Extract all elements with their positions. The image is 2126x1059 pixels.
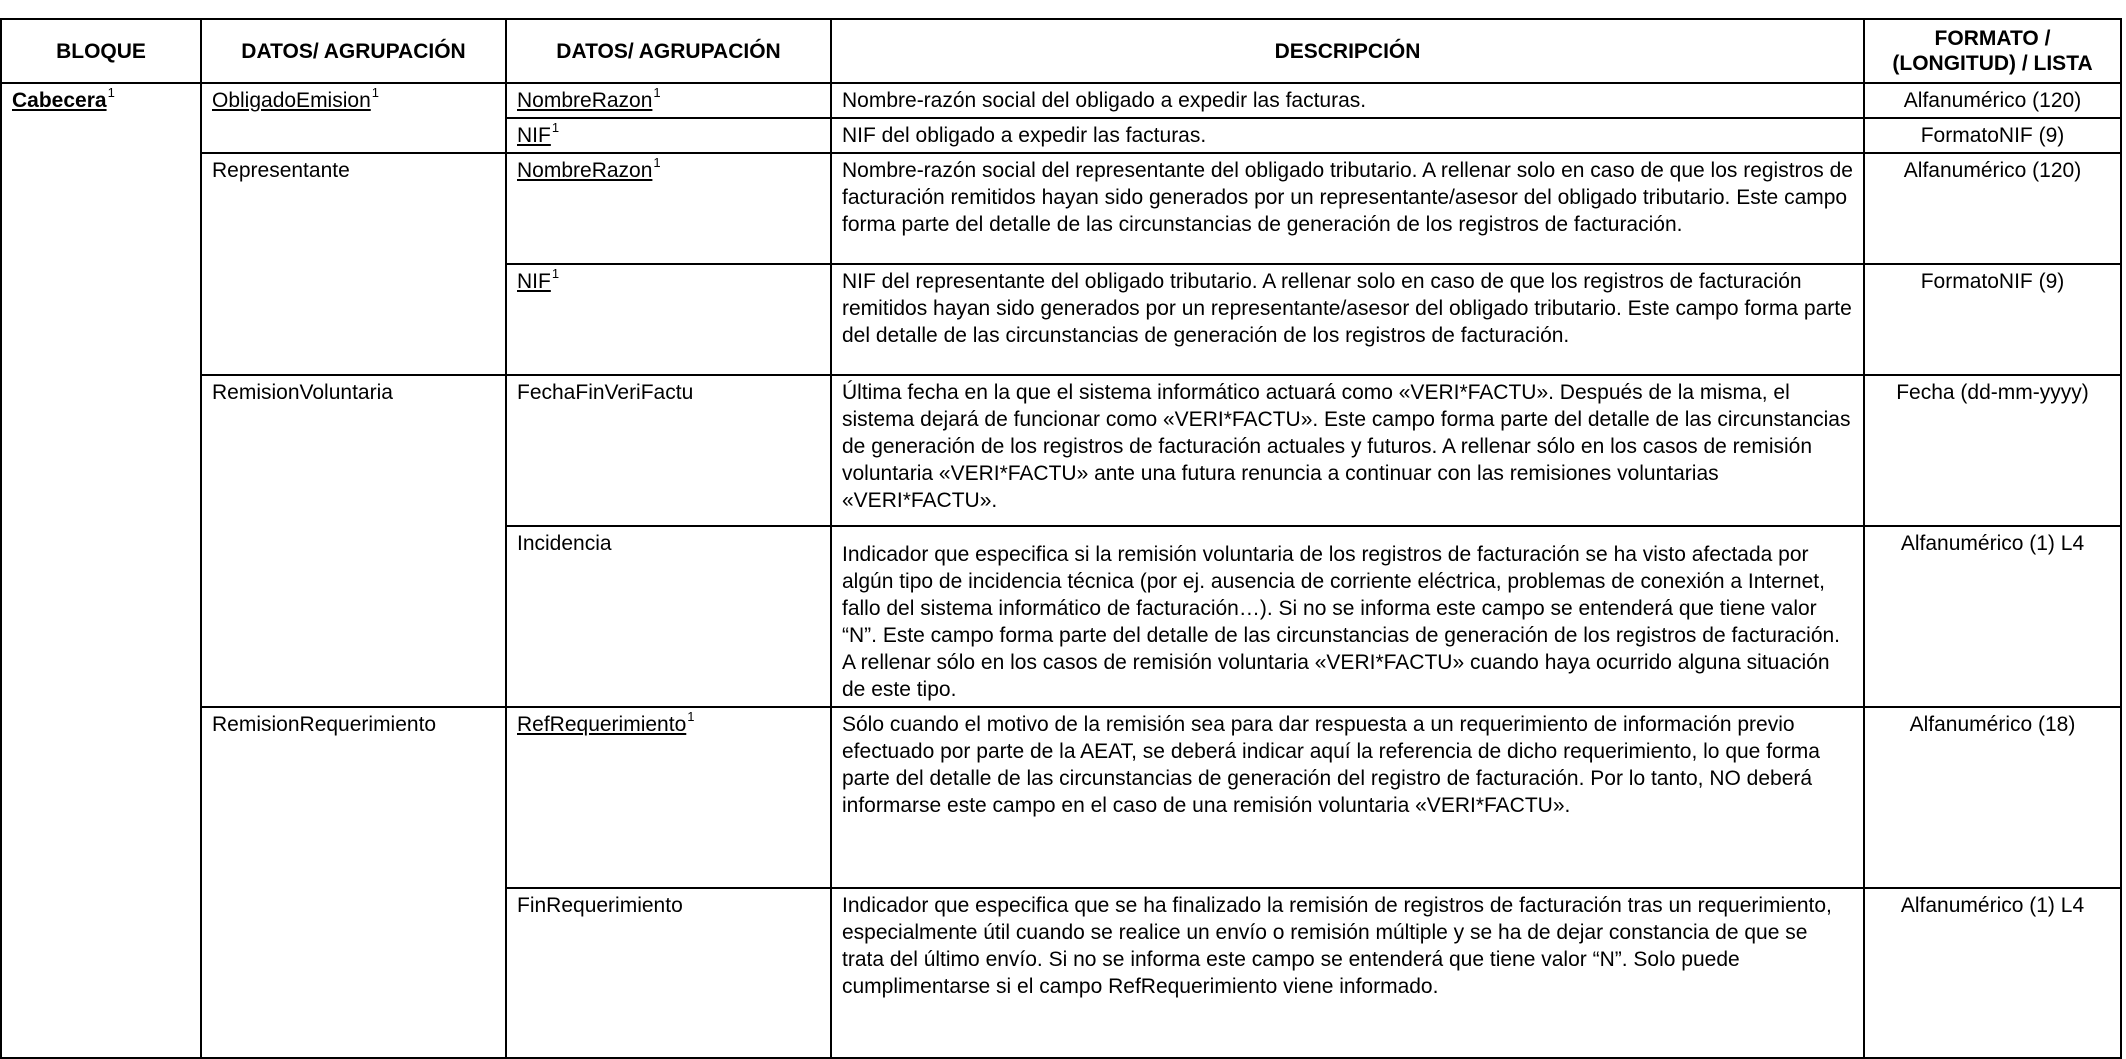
description-cell: Sólo cuando el motivo de la remisión sea para dar respuesta a un requerimiento de información previo efectuado por parte de la AEAT, se deberá indicar aquí la referencia de dicho requerimiento, lo que forma parte del detalle de las circunstancias de generación del registro de facturación. Por lo tanto, NO deberá informarse este campo en el caso de una remisión voluntaria «VERI*FACTU».: [831, 707, 1864, 888]
group-name: Representante: [212, 159, 350, 182]
group-sup: 1: [371, 85, 379, 100]
header-bloque: BLOQUE: [1, 19, 201, 83]
field-name: FinRequerimiento: [517, 894, 683, 917]
header-formato: [1864, 19, 2121, 83]
group-cell-remision-requerimiento: [201, 707, 506, 1058]
format-cell: Fecha (dd-mm-yyyy): [1864, 375, 2121, 526]
field-name: RefRequerimiento: [517, 713, 687, 736]
description-cell: Indicador que especifica si la remisión voluntaria de los registros de facturación se ha visto afectada por algún tipo de incidencia técnica (por ej. ausencia de corriente eléctrica, problemas de conexión a Internet, fallo del sistema informático de facturación…). Si no se informa este campo se entenderá que tiene valor “N”. Este campo forma parte del detalle de las circunstancias de generación de los registros de facturación. A rellenar sólo en los casos de remisión voluntaria «VERI*FACTU» cuando haya ocurrido alguna situación de este tipo.: [831, 526, 1864, 707]
field-sup: 1: [551, 120, 560, 135]
field-name: NombreRazon: [517, 89, 653, 112]
field-name: Incidencia: [517, 532, 612, 555]
field-cell: [506, 707, 831, 888]
description-cell: Nombre-razón social del representante del obligado tributario. A rellenar solo en caso de que los registros de facturación remitidos hayan sido generados por un representante/asesor del obligado tributario. Este campo forma parte del detalle de las circunstancias de generación de los registros de facturación.: [831, 153, 1864, 264]
group-name: ObligadoEmision: [212, 89, 371, 112]
group-name: RemisionVoluntaria: [212, 381, 393, 404]
description-cell: NIF del representante del obligado tributario. A rellenar solo en caso de que los registros de facturación remitidos hayan sido generados por un representante/asesor del obligado tributario. Este campo forma parte del detalle de las circunstancias de generación de los registros de facturación.: [831, 264, 1864, 375]
format-cell: Alfanumérico (1) L4: [1864, 888, 2121, 1058]
field-name: NIF: [517, 270, 551, 293]
format-cell: Alfanumérico (120): [1864, 83, 2121, 118]
field-cell: [506, 153, 831, 264]
format-cell: Alfanumérico (120): [1864, 153, 2121, 264]
header-datos-agrupacion-2: DATOS/ AGRUPACIÓN: [506, 19, 831, 83]
field-cell: [506, 375, 831, 526]
field-sup: 1: [653, 85, 661, 100]
field-sup: 1: [687, 709, 695, 724]
block-sup: 1: [107, 85, 115, 100]
field-cell: [506, 888, 831, 1058]
table-row: [1, 153, 2121, 264]
field-sup: 1: [551, 266, 560, 281]
table-row: [1, 375, 2121, 526]
block-cell: [1, 83, 201, 1058]
field-cell: [506, 118, 831, 153]
block-name: Cabecera: [12, 89, 107, 112]
spec-table: [0, 18, 2122, 1059]
group-cell-representante: [201, 153, 506, 375]
header-formato-line1: FORMATO /: [1934, 27, 2051, 50]
field-cell: [506, 264, 831, 375]
table-row: [1, 83, 2121, 118]
format-cell: Alfanumérico (1) L4: [1864, 526, 2121, 707]
description-cell: Última fecha en la que el sistema informático actuará como «VERI*FACTU». Después de la misma, el sistema dejará de funcionar como «VERI*FACTU». Este campo forma parte del detalle de las circunstancias de generación de los registros de facturación actuales y futuros. A rellenar sólo en los casos de remisión voluntaria «VERI*FACTU» ante una futura renuncia a continuar con las remisiones voluntarias «VERI*FACTU».: [831, 375, 1864, 526]
group-name: RemisionRequerimiento: [212, 713, 437, 736]
description-cell: NIF del obligado a expedir las facturas.: [831, 118, 1864, 153]
format-cell: FormatoNIF (9): [1864, 264, 2121, 375]
field-name: NombreRazon: [517, 159, 653, 182]
group-cell-obligado: [201, 83, 506, 153]
format-cell: FormatoNIF (9): [1864, 118, 2121, 153]
field-cell: [506, 526, 831, 707]
table-row: [1, 707, 2121, 888]
header-row: [1, 19, 2121, 83]
field-sup: 1: [653, 155, 661, 170]
field-cell: [506, 83, 831, 118]
header-datos-agrupacion-1: DATOS/ AGRUPACIÓN: [201, 19, 506, 83]
header-formato-line2: (LONGITUD) / LISTA: [1892, 52, 2093, 75]
description-cell: Indicador que especifica que se ha finalizado la remisión de registros de facturación tras un requerimiento, especialmente útil cuando se realice un envío o remisión múltiple y se ha de dejar constancia de que se trata del último envío. Si no se informa este campo se entenderá que tiene valor “N”. Solo puede cumplimentarse si el campo RefRequerimiento viene informado.: [831, 888, 1864, 1058]
description-cell: Nombre-razón social del obligado a expedir las facturas.: [831, 83, 1864, 118]
format-cell: Alfanumérico (18): [1864, 707, 2121, 888]
group-cell-remision-voluntaria: [201, 375, 506, 707]
header-descripcion: DESCRIPCIÓN: [831, 19, 1864, 83]
field-name: NIF: [517, 124, 551, 147]
field-name: FechaFinVeriFactu: [517, 381, 694, 404]
